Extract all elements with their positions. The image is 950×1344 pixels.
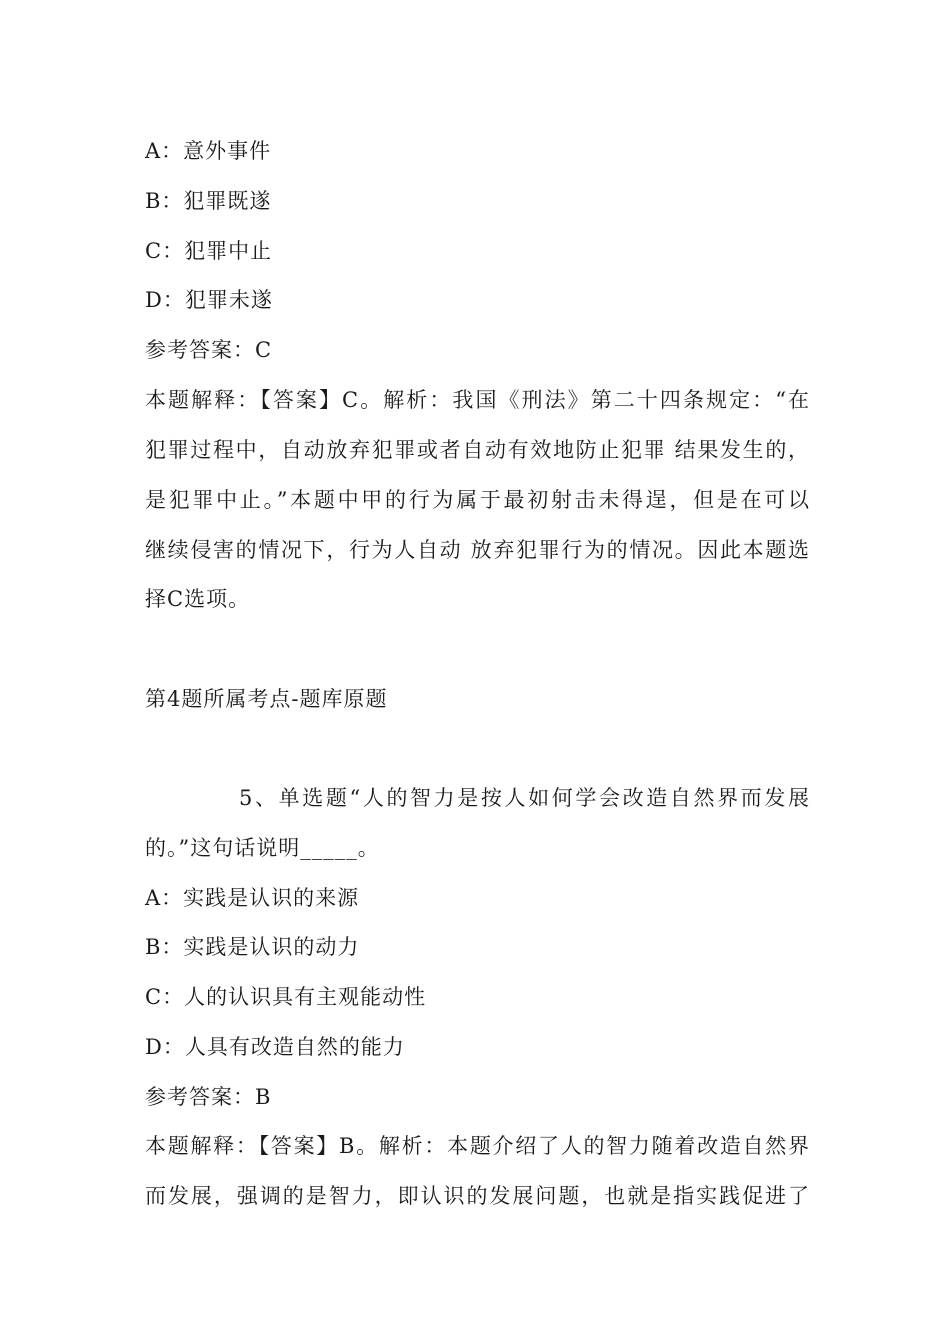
q4-option-d: D：犯罪未遂: [145, 288, 273, 312]
q5-answer: 参考答案：B: [145, 1085, 272, 1109]
q4-explanation-line: 择C选项。: [145, 587, 251, 611]
q4-answer: 参考答案：C: [145, 338, 273, 362]
q4-topic: 第4题所属考点-题库原题: [145, 687, 388, 711]
q4-explanation-line: 是犯罪中止。”本题中甲的行为属于最初射击未得逞，但是在可以: [145, 488, 810, 512]
q4-explanation-line: 犯罪过程中，自动放弃犯罪或者自动有效地防止犯罪 结果发生的，: [145, 438, 810, 462]
q4-explanation-line: 本题解释：【答案】C。解析：我国《刑法》第二十四条规定：“在: [145, 388, 810, 412]
q5-option-d: D：人具有改造自然的能力: [145, 1035, 405, 1059]
q5-stem-line: 的。”这句话说明_____。: [145, 836, 380, 860]
q4-explanation-line: 继续侵害的情况下，行为人自动 放弃犯罪行为的情况。因此本题选: [145, 538, 810, 562]
q5-explanation-line: 而发展，强调的是智力，即认识的发展问题，也就是指实践促进了: [145, 1184, 810, 1208]
q5-option-c: C：人的认识具有主观能动性: [145, 985, 427, 1009]
q5-stem-line: 5、单选题“人的智力是按人如何学会改造自然界而发展: [239, 786, 810, 810]
q4-option-b: B：犯罪既遂: [145, 189, 272, 213]
q4-option-a: A：意外事件: [145, 139, 272, 163]
q5-option-a: A：实践是认识的来源: [145, 886, 360, 910]
q5-explanation-line: 本题解释：【答案】B。解析：本题介绍了人的智力随着改造自然界: [145, 1134, 810, 1158]
q5-option-b: B：实践是认识的动力: [145, 935, 360, 959]
q4-option-c: C：犯罪中止: [145, 239, 273, 263]
